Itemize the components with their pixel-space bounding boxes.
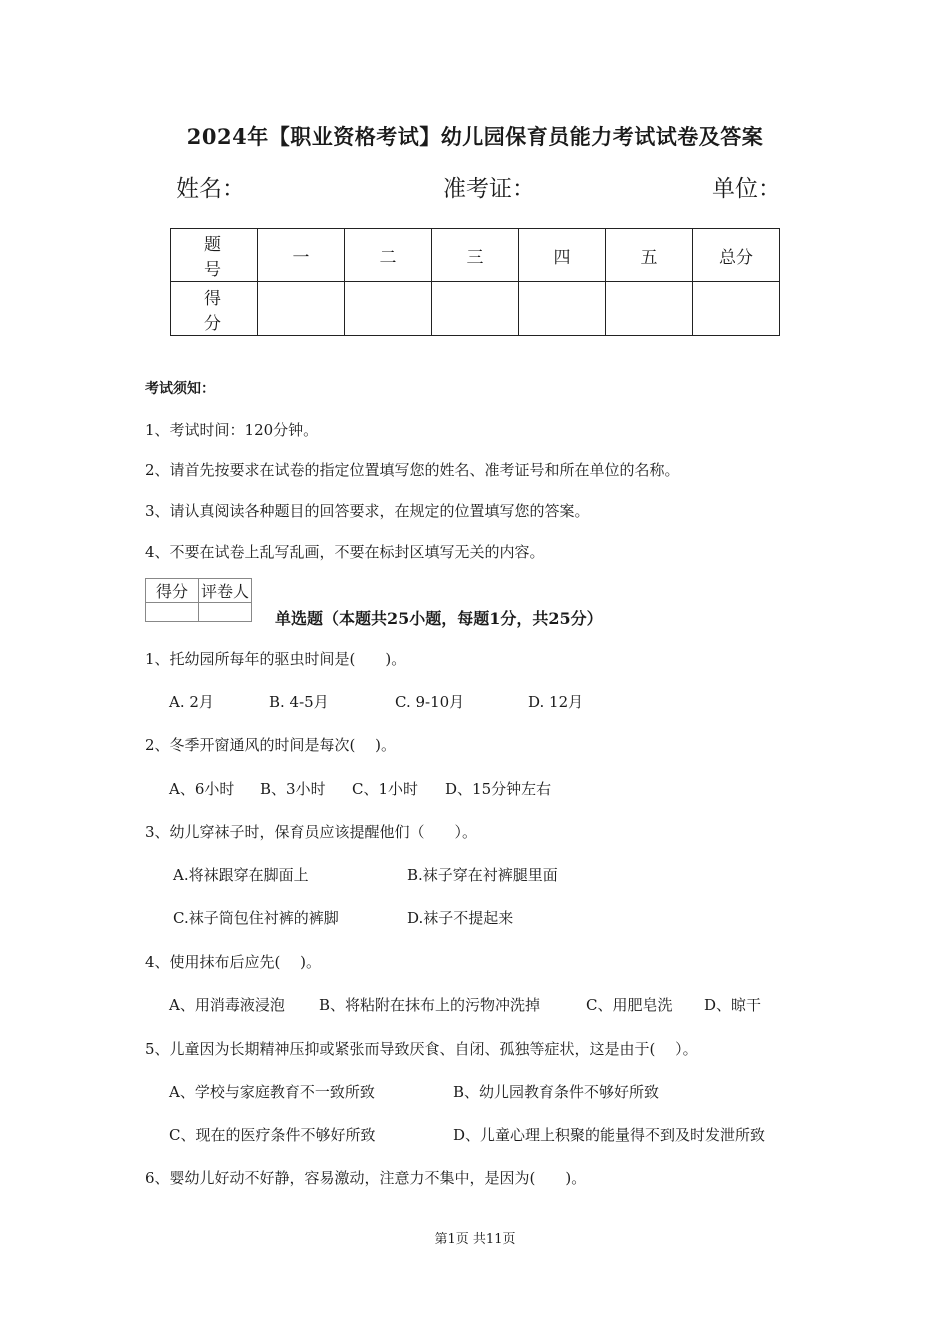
score-table-header: 三 [432,229,519,282]
score-table-header-row [171,229,780,282]
answer-option[interactable]: C、用肥皂洗 [586,996,673,1014]
grader-score-label: 得分 [146,579,199,603]
grader-name-label: 评卷人 [199,579,252,603]
answer-option[interactable]: D.袜子不提起来 [407,909,514,927]
score-cell[interactable] [345,282,432,336]
grader-score-cell[interactable] [146,603,199,622]
question-stem: 1、托幼园所每年的驱虫时间是( )。 [145,650,407,668]
score-cell[interactable] [519,282,606,336]
answer-option[interactable]: A. 2月 [169,693,214,711]
section-title: 单选题（本题共25小题，每题1分，共25分） [275,609,603,628]
score-table-header: 题 号 [171,229,258,282]
question-stem: 3、幼儿穿袜子时，保育员应该提醒他们（ ）。 [145,823,478,841]
score-cell[interactable] [258,282,345,336]
notice-item: 3、请认真阅读各种题目的回答要求，在规定的位置填写您的答案。 [145,502,590,520]
score-cell[interactable] [606,282,693,336]
question-stem: 4、使用抹布后应先( )。 [145,953,322,971]
page-footer: 第1页 共11页 [434,1232,516,1247]
question-stem: 2、冬季开窗通风的时间是每次( )。 [145,736,397,754]
question-stem: 6、婴幼儿好动不好静，容易激动，注意力不集中，是因为( )。 [145,1169,587,1187]
exam-id-field-label: 准考证： [443,176,535,202]
score-table-header: 一 [258,229,345,282]
answer-option[interactable]: A、6小时 [169,780,235,798]
question-stem: 5、儿童因为长期精神压抑或紧张而导致厌食、自闭、孤独等症状，这是由于( ）。 [145,1040,698,1058]
page-title: 2024年【职业资格考试】幼儿园保育员能力考试试卷及答案 [186,124,764,149]
score-table-header: 四 [519,229,606,282]
answer-option[interactable]: C.袜子筒包住衬裤的裤脚 [173,909,339,927]
answer-option[interactable]: C、现在的医疗条件不够好所致 [169,1126,376,1144]
answer-option[interactable]: B. 4-5月 [269,693,329,711]
notice-item: 4、不要在试卷上乱写乱画，不要在标封区填写无关的内容。 [145,543,545,561]
score-table-header: 总分 [693,229,780,282]
answer-option[interactable]: B、幼儿园教育条件不够好所致 [453,1083,660,1101]
grader-name-cell[interactable] [199,603,252,622]
unit-field-label: 单位： [712,176,781,202]
answer-option[interactable]: A.将袜跟穿在脚面上 [173,866,309,884]
score-row-label: 得 分 [171,282,258,336]
score-table-header: 二 [345,229,432,282]
answer-option[interactable]: C. 9-10月 [395,693,465,711]
score-table-header: 五 [606,229,693,282]
answer-option[interactable]: A、用消毒液浸泡 [169,996,285,1014]
notice-item: 2、请首先按要求在试卷的指定位置填写您的姓名、准考证号和所在单位的名称。 [145,461,680,479]
score-table [170,228,780,336]
answer-option[interactable]: D、儿童心理上积聚的能量得不到及时发泄所致 [453,1126,766,1144]
score-cell[interactable] [693,282,780,336]
answer-option[interactable]: C、1小时 [352,780,419,798]
answer-option[interactable]: B.袜子穿在衬裤腿里面 [407,866,558,884]
answer-option[interactable]: D、晾干 [704,996,762,1014]
answer-option[interactable]: B、3小时 [260,780,326,798]
score-cell[interactable] [432,282,519,336]
answer-option[interactable]: D. 12月 [528,693,584,711]
grader-box [145,578,252,622]
notice-item: 1、考试时间：120分钟。 [145,421,319,439]
score-table-score-row [171,282,780,336]
answer-option[interactable]: A、学校与家庭教育不一致所致 [169,1083,375,1101]
notice-heading: 考试须知： [145,381,215,397]
answer-option[interactable]: D、15分钟左右 [445,780,552,798]
answer-option[interactable]: B、将粘附在抹布上的污物冲洗掉 [319,996,541,1014]
name-field-label: 姓名： [176,176,245,202]
